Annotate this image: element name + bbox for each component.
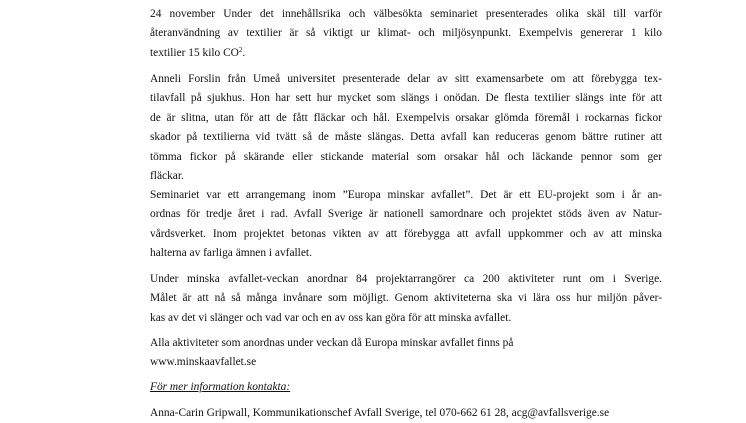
- text-line: Seminariet var ett arrangemang inom ”Europa minskar avfallet”. Det är ett EU-projekt som i år an-: [150, 189, 662, 201]
- text-line: [150, 44, 662, 63]
- contact-heading-paragraph: [150, 378, 662, 397]
- website-link[interactable]: www.minskaavfallet.se: [150, 356, 257, 369]
- paragraph-seminar-intro: [150, 5, 662, 63]
- text-line: halterna av farliga ämnen i avfallet.: [150, 247, 312, 260]
- text-fragment: textilier 15 kilo CO: [150, 46, 239, 59]
- contact-paragraph: [150, 404, 662, 423]
- text-line: de är slitna, utan för att de fått fläckar och hål. Exempelvis orsakar glömda föremål i rockarnas fickor: [150, 111, 662, 124]
- text-line: Alla aktiviteter som anordnas under veckan då Europa minskar avfallet finns på: [150, 337, 514, 349]
- paragraph-anneli-forslin: [150, 70, 662, 186]
- text-line: tilavfall på sjukhus. Hon har sett hur mycket som slängs i onödan. De flesta textilier slängs inte för att: [150, 92, 662, 105]
- contact-details: Anna-Carin Gripwall, Kommunikationschef Avfall Sverige, tel 070-662 61 28, acg@avfallsverige.se: [150, 407, 610, 419]
- text-line: ordnas för tredje året i rad. Avfall Sverige är nationell samordnare och projektet stöds även av Natur-: [150, 208, 662, 221]
- text-line: fläckar.: [150, 170, 184, 183]
- contact-heading: För mer information kontakta:: [150, 381, 291, 393]
- text-line: Under minska avfallet-veckan anordnar 84 projektarrangörer ca 200 aktiviteter runt om i Sverige.: [150, 273, 662, 285]
- text-line: skador på textilierna vid tvätt så de måste slängas. Detta avfall kan reduceras genom bättre rutiner att: [150, 131, 662, 144]
- paragraph-europa-minskar-avfallet: [150, 186, 662, 264]
- paragraph-minska-avfallet-veckan: [150, 270, 662, 328]
- text-line: 24 november Under det innehållsrika och välbesökta seminariet presenterades olika skäl till varför: [150, 8, 662, 20]
- text-line: Anneli Forslin från Umeå universitet presenterade delar av sitt examensarbete om att förebygga tex-: [150, 73, 662, 85]
- text-line: återanvändning av textilier är så viktigt ur klimat- och miljösynpunkt. Exempelvis genererar 1 kilo: [150, 27, 662, 40]
- text-line: Målet är att nå så många invånare som möjligt. Genom aktiviteterna ska vi lära oss hur miljön påver-: [150, 292, 662, 305]
- paragraph-all-activities: [150, 334, 662, 373]
- text-line: kas av det vi slänger och vad var och en av oss kan göra för att minska avfallet.: [150, 311, 512, 324]
- text-line: tömma fickor på skärande eller stickande material som orsakar hål och läckande pennor som ger: [150, 150, 662, 163]
- co2-subscript: 2: [238, 45, 243, 54]
- text-fragment: .: [242, 46, 246, 59]
- text-line: vårdsverket. Inom projektet betonas vikten av att förebygga att avfall uppkommer och av att minska: [150, 227, 662, 240]
